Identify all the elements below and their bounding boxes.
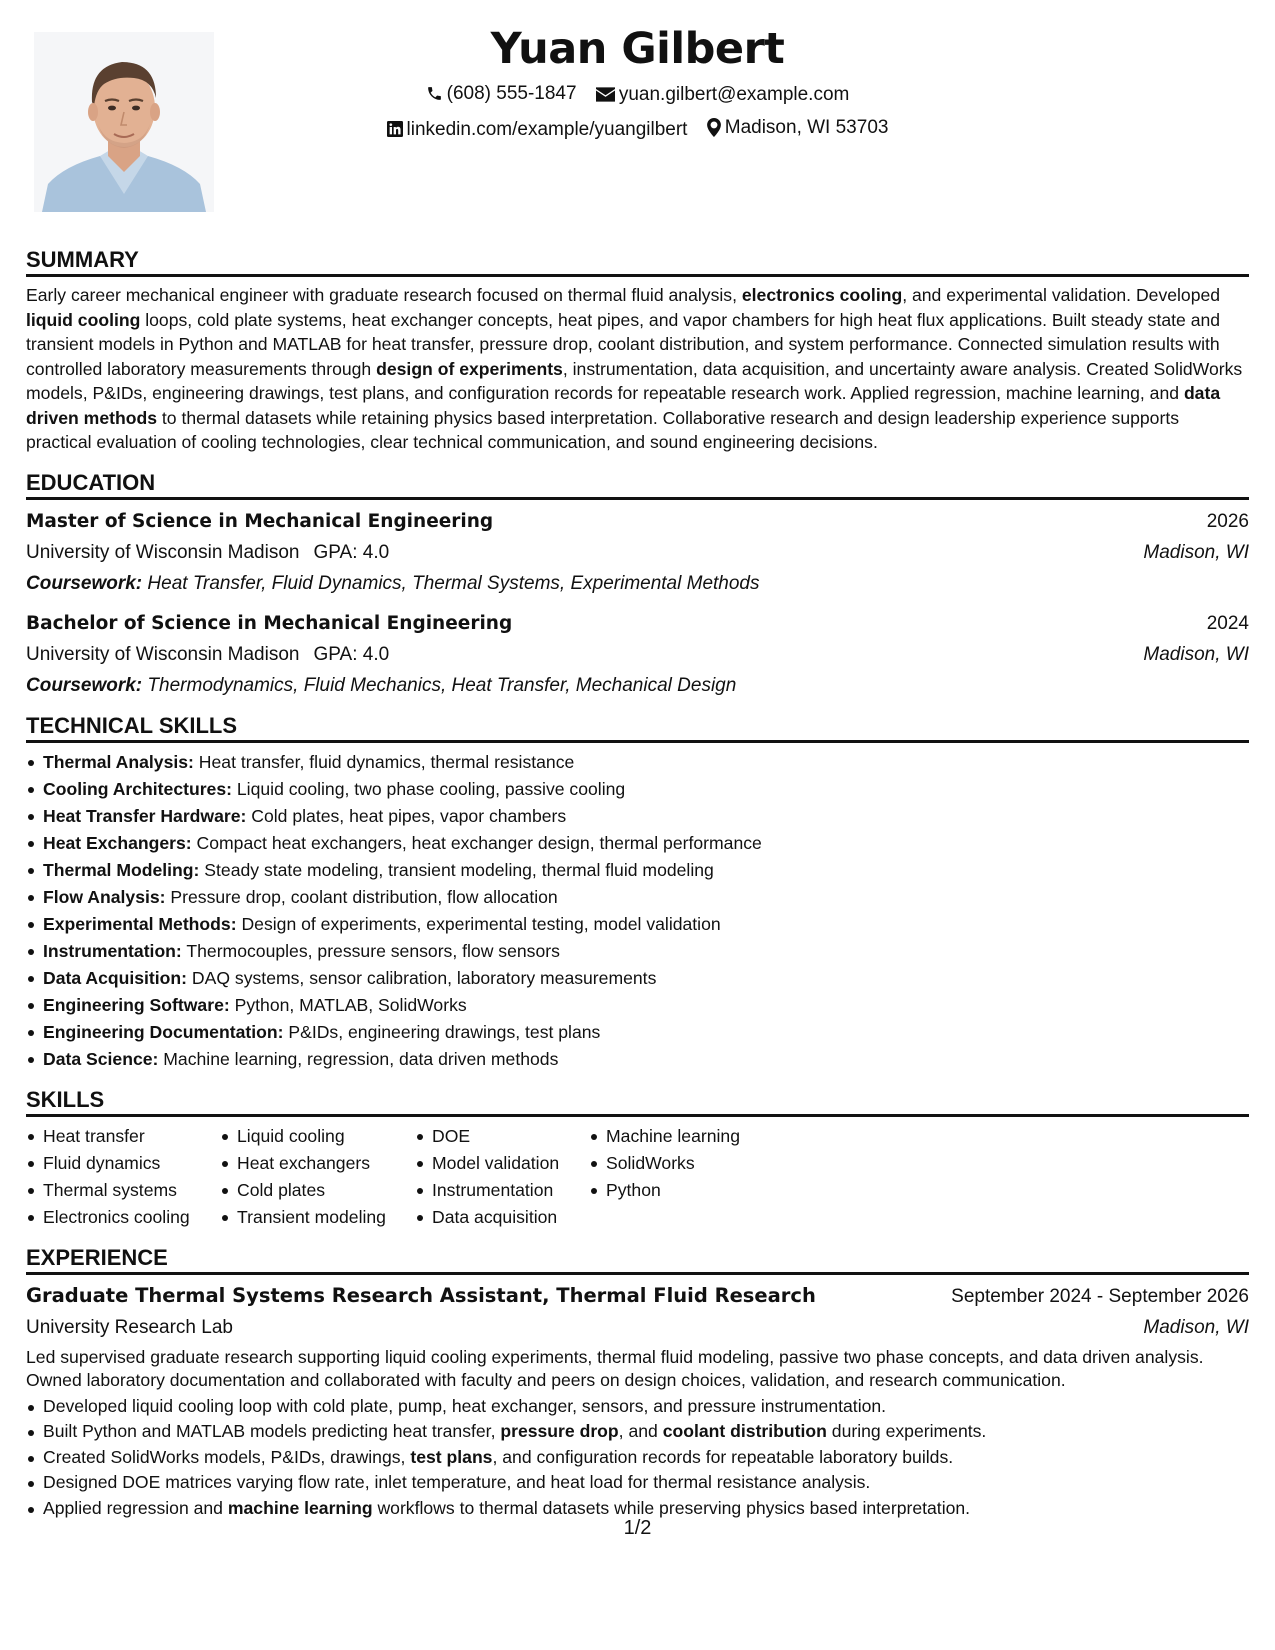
list-item: Machine learning [589, 1123, 789, 1150]
list-item: Transient modeling [220, 1204, 415, 1231]
summary-text: Early career mechanical engineer with graduate research focused on thermal fluid analysis, electronics cooling, and experimental validation. Developed liquid cooling loops, cold plate systems, heat exchanger concepts, heat pipes, and vapor chambers for high heat flux applications. Built steady state and transient models in Python and MATLAB for heat transfer, pressure drop, coolant distribution, and system performance. Connected simulation results with controlled laboratory measurements through design of experiments, instrumentation, data acquisition, and uncertainty aware analysis. Created SolidWorks models, P&IDs, engineering drawings, test plans, and configuration records for repeatable research work. Applied regression, machine learning, and data driven methods to thermal datasets while retaining physics based interpretation. Collaborative research and design leadership experience supports practical evaluation of cooling technologies, clear technical communication, and sound engineering decisions. [26, 285, 1243, 452]
education-heading: EDUCATION [26, 469, 1249, 500]
email-contact[interactable] [596, 79, 850, 110]
technical-skills-section [26, 712, 1249, 1073]
technical-skills-heading: TECHNICAL SKILLS [26, 712, 1249, 743]
school-name: University of Wisconsin Madison [26, 541, 300, 563]
education-section [26, 469, 1249, 701]
list-item: Heat exchangers [220, 1150, 415, 1177]
list-item: Thermal Modeling: Steady state modeling, transient modeling, thermal fluid modeling [26, 857, 1249, 884]
list-item: Thermal systems [26, 1177, 220, 1204]
location-text: Madison, WI 53703 [724, 117, 889, 138]
school-line [26, 537, 389, 568]
job-title: Graduate Thermal Systems Research Assistant, Thermal Fluid Research [26, 1283, 816, 1307]
skills-column [220, 1123, 415, 1231]
experience-heading: EXPERIENCE [26, 1244, 1249, 1275]
gpa: GPA: 4.0 [313, 541, 390, 563]
job-location: Madison, WI [1143, 1316, 1249, 1338]
list-item: Cold plates [220, 1177, 415, 1204]
coursework: Coursework: Thermodynamics, Fluid Mechanics, Heat Transfer, Mechanical Design [26, 674, 737, 696]
page-number: 1/2 [623, 1517, 652, 1539]
degree-title: Bachelor of Science in Mechanical Engineering [26, 612, 513, 634]
list-item: Heat Exchangers: Compact heat exchangers, heat exchanger design, thermal performance [26, 830, 1249, 857]
education-entry [26, 506, 1249, 599]
list-item: Cooling Architectures: Liquid cooling, two phase cooling, passive cooling [26, 776, 1249, 803]
resume-header [240, 20, 1035, 147]
list-item: Instrumentation [415, 1177, 589, 1204]
skills-column [26, 1123, 220, 1231]
list-item: Python [589, 1177, 789, 1204]
map-pin-icon [707, 118, 721, 137]
summary-section [26, 246, 1249, 455]
list-item: Built Python and MATLAB models predicting heat transfer, pressure drop, and coolant distribution during experiments. [26, 1419, 1249, 1445]
list-item: Liquid cooling [220, 1123, 415, 1150]
job-description: Led supervised graduate research supporting liquid cooling experiments, thermal fluid modeling, passive two phase concepts, and data driven analysis. Owned laboratory documentation and collaborated with faculty and peers on design choices, validation, and research communication. [26, 1346, 1204, 1390]
candidate-name: Yuan Gilbert [490, 24, 785, 74]
phone-text: (608) 555-1847 [446, 83, 577, 104]
skills-heading: SKILLS [26, 1086, 1249, 1117]
phone-contact [426, 78, 577, 109]
list-item: Designed DOE matrices varying flow rate, inlet temperature, and heat load for thermal resistance analysis. [26, 1470, 1249, 1496]
list-item: Applied regression and machine learning workflows to thermal datasets while preserving physics based interpretation. [26, 1496, 1249, 1522]
list-item: Developed liquid cooling loop with cold plate, pump, heat exchanger, sensors, and pressure instrumentation. [26, 1394, 1249, 1420]
list-item: Heat Transfer Hardware: Cold plates, heat pipes, vapor chambers [26, 803, 1249, 830]
list-item: Electronics cooling [26, 1204, 220, 1231]
contact-row-2 [240, 112, 1035, 147]
list-item: Instrumentation: Thermocouples, pressure sensors, flow sensors [26, 938, 1249, 965]
skills-column [589, 1123, 789, 1231]
list-item: Model validation [415, 1150, 589, 1177]
experience-section [26, 1244, 1249, 1522]
graduation-year: 2026 [1206, 510, 1249, 532]
list-item: Data Science: Machine learning, regression, data driven methods [26, 1046, 1249, 1073]
gpa: GPA: 4.0 [313, 643, 390, 665]
job-bullets [26, 1394, 1249, 1522]
experience-entry [26, 1281, 1249, 1522]
skills-section [26, 1086, 1249, 1231]
skills-column [415, 1123, 589, 1231]
linkedin-contact[interactable] [387, 114, 688, 145]
linkedin-icon [387, 121, 403, 137]
profile-photo [34, 32, 214, 212]
list-item: Engineering Documentation: P&IDs, engineering drawings, test plans [26, 1019, 1249, 1046]
school-line [26, 639, 389, 670]
envelope-icon [596, 87, 615, 102]
list-item: Engineering Software: Python, MATLAB, SolidWorks [26, 992, 1249, 1019]
list-item: Heat transfer [26, 1123, 220, 1150]
contact-row-1 [240, 78, 1035, 112]
education-entry [26, 608, 1249, 701]
school-name: University of Wisconsin Madison [26, 643, 300, 665]
school-location: Madison, WI [1143, 643, 1249, 665]
skills-grid [26, 1123, 1249, 1231]
phone-icon [426, 85, 443, 102]
technical-skills-list [26, 749, 1249, 1073]
list-item: Experimental Methods: Design of experiments, experimental testing, model validation [26, 911, 1249, 938]
degree-title: Master of Science in Mechanical Engineering [26, 510, 494, 532]
linkedin-link[interactable]: linkedin.com/example/yuangilbert [406, 118, 688, 140]
list-item: DOE [415, 1123, 589, 1150]
location-contact [707, 112, 889, 143]
list-item: Data Acquisition: DAQ systems, sensor calibration, laboratory measurements [26, 965, 1249, 992]
list-item: Created SolidWorks models, P&IDs, drawings, test plans, and configuration records for repeatable laboratory builds. [26, 1445, 1249, 1471]
graduation-year: 2024 [1206, 612, 1249, 634]
list-item: Flow Analysis: Pressure drop, coolant distribution, flow allocation [26, 884, 1249, 911]
summary-heading: SUMMARY [26, 246, 1249, 277]
email-link[interactable]: yuan.gilbert@example.com [618, 84, 850, 105]
job-dates: September 2024 - September 2026 [951, 1285, 1249, 1307]
list-item: Fluid dynamics [26, 1150, 220, 1177]
list-item: Thermal Analysis: Heat transfer, fluid dynamics, thermal resistance [26, 749, 1249, 776]
list-item: SolidWorks [589, 1150, 789, 1177]
coursework: Coursework: Heat Transfer, Fluid Dynamics, Thermal Systems, Experimental Methods [26, 572, 760, 594]
resume-body [26, 246, 1249, 1521]
list-item: Data acquisition [415, 1204, 589, 1231]
employer-name: University Research Lab [26, 1316, 233, 1338]
school-location: Madison, WI [1143, 541, 1249, 563]
